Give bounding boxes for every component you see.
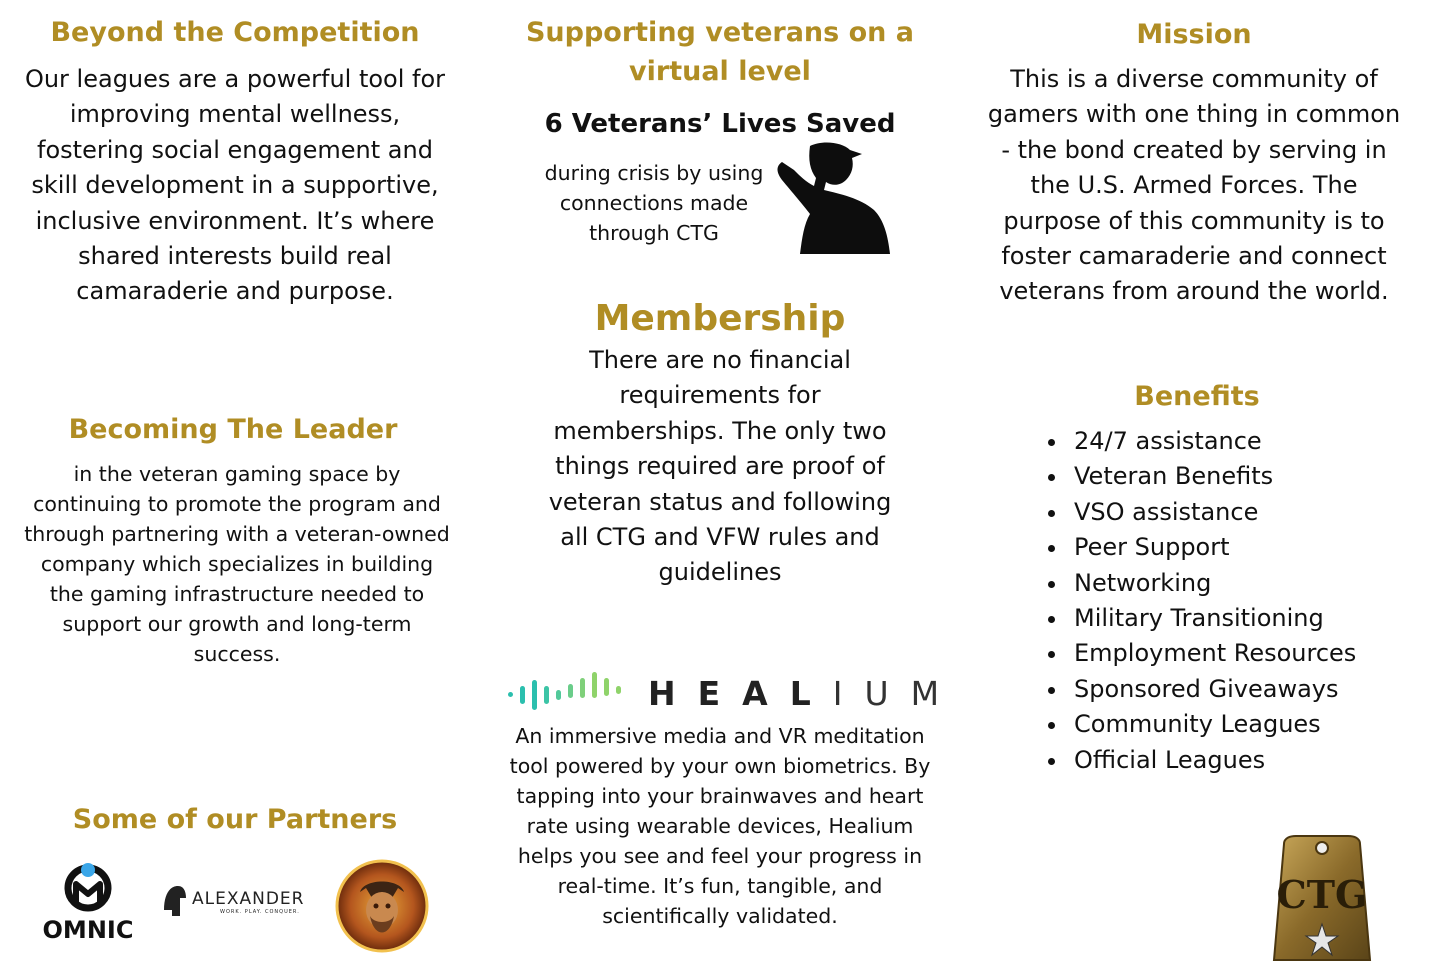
list-item: Employment Resources — [1040, 636, 1420, 671]
list-item: Networking — [1040, 566, 1420, 601]
list-item: 24/7 assistance — [1040, 424, 1420, 459]
supporting-veterans-title: Supporting veterans on a virtual level — [525, 17, 915, 87]
list-item: Official Leagues — [1040, 743, 1420, 778]
healium-word-thin: IUM — [832, 674, 962, 713]
benefits-title: Benefits — [1134, 381, 1260, 412]
list-item: VSO assistance — [1040, 495, 1420, 530]
beyond-competition-text: Our leagues are a powerful tool for improving mental wellness, fostering social engagement and skill development in a supportive, inclusive environment. It’s where shared interests build real camaraderie and purpose. — [24, 65, 446, 306]
membership-title: Membership — [594, 298, 846, 339]
becoming-leader-text: in the veteran gaming space by continuing to promote the program and through partnering with a veteran-owned company which specializes in building the gaming infrastructure needed to support our growth and long-term success. — [24, 462, 450, 666]
ctg-label: CTG — [1276, 872, 1368, 917]
healium-wordmark — [648, 674, 961, 713]
alexander-tagline: WORK. PLAY. CONQUER. — [220, 909, 300, 915]
omnic-logo — [36, 862, 140, 942]
alexander-label: ALEXANDER — [192, 889, 305, 909]
shield-warrior-logo — [334, 858, 430, 954]
benefits-list — [1040, 424, 1420, 778]
alexander-logo — [158, 880, 318, 920]
membership-text: There are no financial requirements for memberships. The only two things required are proof of veteran status and following all CTG and VFW rules and guidelines — [548, 346, 892, 587]
list-item: Peer Support — [1040, 530, 1420, 565]
lives-saved-title: 6 Veterans’ Lives Saved — [544, 109, 896, 139]
ctg-dogtag-logo — [1262, 834, 1382, 964]
mission-text: This is a diverse community of gamers with one thing in common - the bond created by serving in the U.S. Armed Forces. The purpose of this community is to foster camaraderie and connect veterans from around the world. — [987, 65, 1401, 306]
omnic-label: OMNIC — [42, 916, 134, 942]
soldier-salute-icon — [770, 140, 894, 254]
list-item: Military Transitioning — [1040, 601, 1420, 636]
beyond-competition-title: Beyond the Competition — [50, 17, 420, 48]
list-item: Veteran Benefits — [1040, 459, 1420, 494]
healium-word-bold: HEAL — [648, 674, 833, 713]
becoming-leader-title: Becoming The Leader — [68, 414, 398, 445]
mission-title: Mission — [1136, 19, 1252, 50]
list-item: Sponsored Giveaways — [1040, 672, 1420, 707]
list-item: Community Leagues — [1040, 707, 1420, 742]
lives-saved-text: during crisis by using connections made through CTG — [544, 161, 764, 245]
healium-description: An immersive media and VR meditation tool powered by your own biometrics. By tapping into your brainwaves and heart rate using wearable devices, Healium helps you see and feel your progress in real-time. It’s fun, tangible, and scientifically validated. — [509, 724, 931, 928]
alexander-helmet-icon — [164, 886, 186, 916]
partners-title: Some of our Partners — [72, 804, 398, 835]
